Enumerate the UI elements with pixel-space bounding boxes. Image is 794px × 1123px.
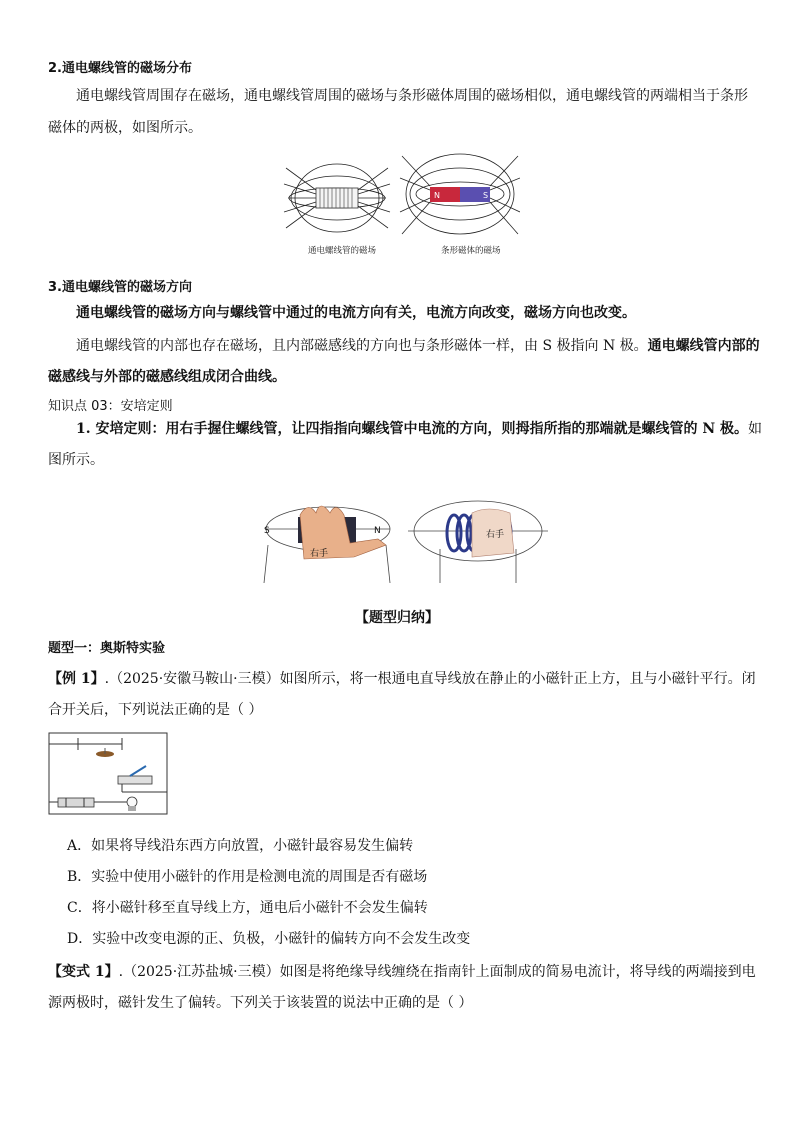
magnet-n-label: N bbox=[434, 191, 440, 200]
section-heading: 2.通电螺线管的磁场分布 bbox=[48, 61, 192, 76]
paragraph-line: 通电螺线管周围存在磁场，通电螺线管周围的磁场与条形磁体周围的磁场相似，通电螺线管的两端相当于条形 bbox=[76, 88, 748, 104]
paragraph-text: 通电螺线管的内部也存在磁场，且内部磁感线的方向也与条形磁体一样，由 S 极指向 N 极。 bbox=[76, 338, 648, 354]
oersted-circuit-figure bbox=[48, 732, 170, 816]
section-heading: 3.通电螺线管的磁场方向 bbox=[48, 280, 192, 295]
rule-text: 1. 安培定则：用右手握住螺线管，让四指指向螺线管中电流的方向，则拇指所指的那端就是螺线管的 N 极。 bbox=[76, 421, 749, 437]
paragraph-line: 磁感线与外部的磁感线组成闭合曲线。 bbox=[48, 369, 286, 385]
example-text: .（2025·安徽马鞍山·三模）如图所示，将一根通电直导线放在静止的小磁针正上方，且与小磁针平行。闭 bbox=[104, 671, 756, 687]
variant-line: 源两极时，磁针发生了偏转。下列关于该装置的说法中正确的是（ ） bbox=[48, 995, 473, 1011]
option-b: B．实验中使用小磁针的作用是检测电流的周围是否有磁场 bbox=[67, 869, 428, 885]
summary-title: 【题型归纳】 bbox=[355, 610, 439, 626]
paragraph-bold-text: 通电螺线管内部的 bbox=[647, 338, 760, 354]
right-hand-rule-figure bbox=[258, 487, 558, 587]
variant-tag: 【变式 1】 bbox=[48, 964, 119, 980]
pole-s-label: S bbox=[264, 526, 270, 536]
circuit-diagram bbox=[48, 732, 170, 816]
figure-caption: 通电螺线管的磁场 bbox=[308, 246, 377, 256]
example-tag: 【例 1】 bbox=[48, 671, 105, 687]
right-hand-diagram bbox=[258, 487, 558, 587]
variant-line bbox=[48, 962, 756, 982]
example-line bbox=[48, 669, 756, 689]
figure-caption: 条形磁体的磁场 bbox=[441, 246, 501, 256]
magnet-s-label: S bbox=[483, 191, 489, 200]
variant-text: .（2025·江苏盐城·三模）如图是将绝缘导线缠绕在指南针上面制成的简易电流计，将导线的两端接到电 bbox=[118, 964, 756, 980]
rule-line bbox=[76, 419, 762, 439]
question-type-heading: 题型一：奥斯特实验 bbox=[48, 641, 166, 656]
paragraph-line bbox=[76, 336, 760, 356]
hand-label: 右手 bbox=[486, 530, 505, 540]
rule-text-tail: 如 bbox=[748, 421, 763, 437]
hand-label: 右手 bbox=[310, 549, 329, 559]
pole-n-label: N bbox=[374, 526, 381, 536]
option-c: C．将小磁针移至直导线上方，通电后小磁针不会发生偏转 bbox=[67, 900, 428, 916]
knowledge-heading: 知识点 03：安培定则 bbox=[48, 399, 173, 414]
option-a: A．如果将导线沿东西方向放置，小磁针最容易发生偏转 bbox=[67, 838, 414, 854]
paragraph-line: 磁体的两极，如图所示。 bbox=[48, 120, 202, 136]
bold-paragraph: 通电螺线管的磁场方向与螺线管中通过的电流方向有关，电流方向改变，磁场方向也改变。 bbox=[76, 305, 636, 321]
option-d: D．实验中改变电源的正、负极，小磁针的偏转方向不会发生改变 bbox=[67, 931, 471, 947]
paragraph-line: 图所示。 bbox=[48, 452, 104, 468]
example-line: 合开关后，下列说法正确的是（ ） bbox=[48, 702, 263, 718]
